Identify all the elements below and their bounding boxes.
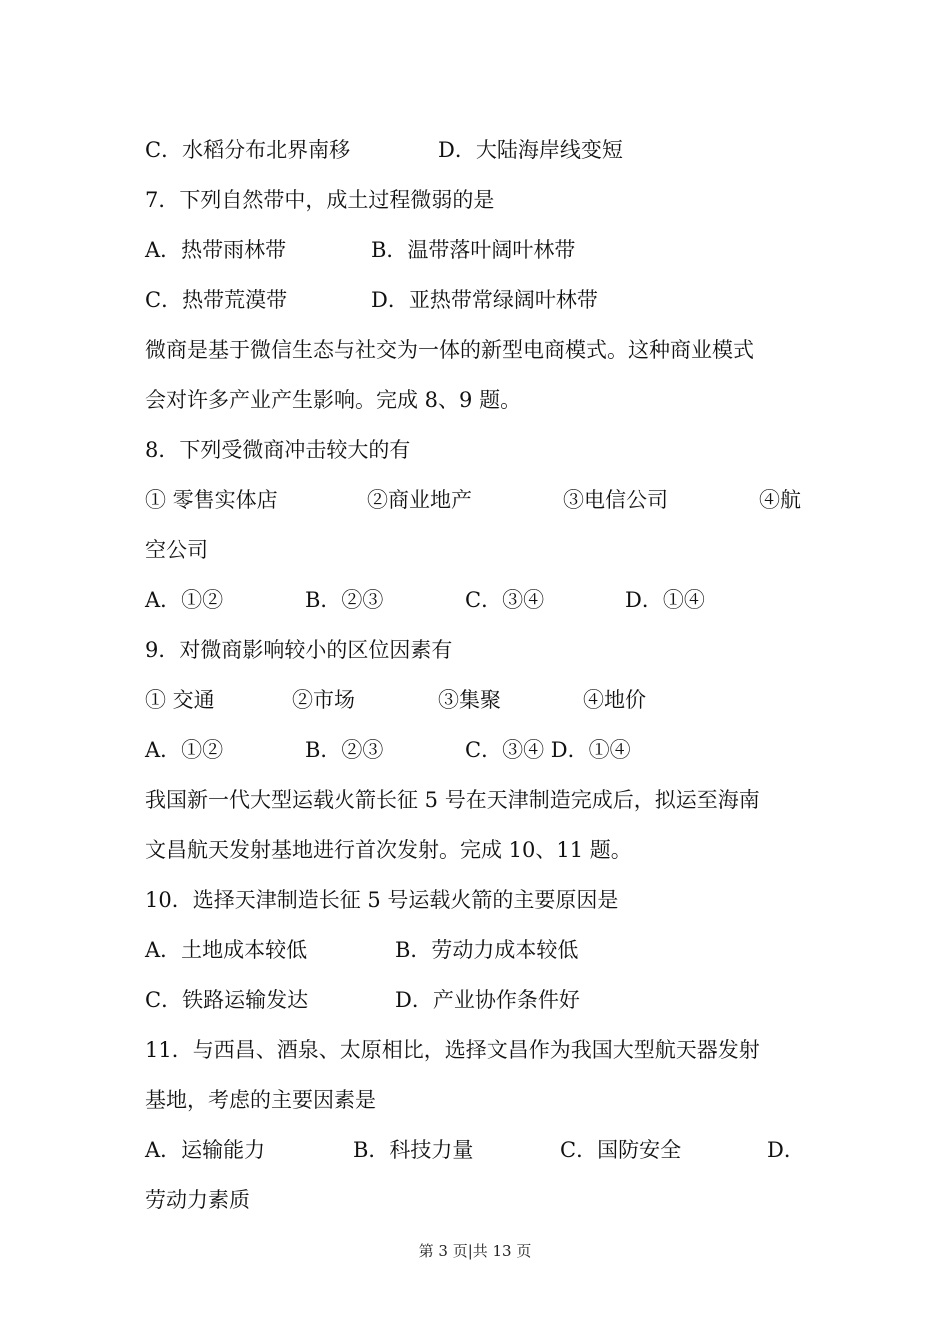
question-8-text: 8．下列受微商冲击较大的有 (145, 438, 411, 462)
question-8 (145, 435, 810, 465)
q7-options-ab (145, 235, 810, 265)
option-b: B．科技力量 (353, 1138, 474, 1162)
q9-items (145, 685, 810, 715)
q8-options (145, 585, 810, 615)
option-b: B．劳动力成本较低 (395, 938, 579, 962)
q8-items-continued (145, 535, 810, 565)
option-b: B．②③ (305, 738, 384, 762)
option-a: A．热带雨林带 (145, 238, 287, 262)
question-11-line-1 (145, 1035, 810, 1065)
item-2: ②商业地产 (367, 488, 472, 512)
intro-8-9-line-1 (145, 335, 810, 365)
option-c: C．国防安全 (560, 1138, 682, 1162)
paragraph-text: 我国新一代大型运载火箭长征 5 号在天津制造完成后，拟运至海南 (145, 788, 760, 812)
item-2: ②市场 (292, 688, 355, 712)
q7-options-cd (145, 285, 810, 315)
question-7-text: 7．下列自然带中，成土过程微弱的是 (145, 188, 495, 212)
q10-options-cd (145, 985, 810, 1015)
option-d-continued: 劳动力素质 (145, 1188, 250, 1212)
question-10 (145, 885, 810, 915)
intro-10-11-line-1 (145, 785, 810, 815)
paragraph-text: 会对许多产业产生影响。完成 8、9 题。 (145, 388, 522, 412)
question-11-text: 基地，考虑的主要因素是 (145, 1088, 376, 1112)
item-4-continued: 空公司 (145, 538, 208, 562)
item-3: ③集聚 (438, 688, 501, 712)
q11-options (145, 1135, 810, 1165)
option-a: A．土地成本较低 (145, 938, 308, 962)
q9-options (145, 735, 810, 765)
paragraph-text: 文昌航天发射基地进行首次发射。完成 10、11 题。 (145, 838, 632, 862)
option-a: A．①② (145, 738, 224, 762)
option-c: C．③④ (465, 588, 545, 612)
option-d: D．①④ (625, 588, 705, 612)
item-4: ④地价 (583, 688, 646, 712)
question-10-text: 10．选择天津制造长征 5 号运载火箭的主要原因是 (145, 888, 619, 912)
option-b: B．②③ (305, 588, 384, 612)
item-3: ③电信公司 (563, 488, 668, 512)
option-d: D．产业协作条件好 (395, 988, 580, 1012)
intro-10-11-line-2 (145, 835, 810, 865)
option-d: D．大陆海岸线变短 (438, 138, 623, 162)
item-1: ① 零售实体店 (145, 488, 278, 512)
item-1: ① 交通 (145, 688, 215, 712)
option-c: C．铁路运输发达 (145, 988, 309, 1012)
paragraph-text: 微商是基于微信生态与社交为一体的新型电商模式。这种商业模式 (145, 338, 754, 362)
option-d: D． (767, 1138, 805, 1162)
option-c: C．水稻分布北界南移 (145, 138, 351, 162)
question-11-line-2 (145, 1085, 810, 1115)
question-9-text: 9．对微商影响较小的区位因素有 (145, 638, 453, 662)
option-c-d: C．③④ D．①④ (465, 738, 631, 762)
intro-8-9-line-2 (145, 385, 810, 415)
question-7 (145, 185, 810, 215)
question-11-text: 11．与西昌、酒泉、太原相比，选择文昌作为我国大型航天器发射 (145, 1038, 760, 1062)
option-d: D．亚热带常绿阔叶林带 (371, 288, 598, 312)
option-a: A．运输能力 (145, 1138, 266, 1162)
q10-options-ab (145, 935, 810, 965)
page-footer: 第 3 页|共 13 页 (418, 1242, 532, 1260)
item-4: ④航 (759, 488, 801, 512)
question-9 (145, 635, 810, 665)
option-b: B．温带落叶阔叶林带 (371, 238, 576, 262)
option-a: A．①② (145, 588, 224, 612)
q6-options-cd (145, 135, 810, 165)
q8-items (145, 485, 810, 515)
q11-options-continued (145, 1185, 810, 1215)
option-c: C．热带荒漠带 (145, 288, 288, 312)
